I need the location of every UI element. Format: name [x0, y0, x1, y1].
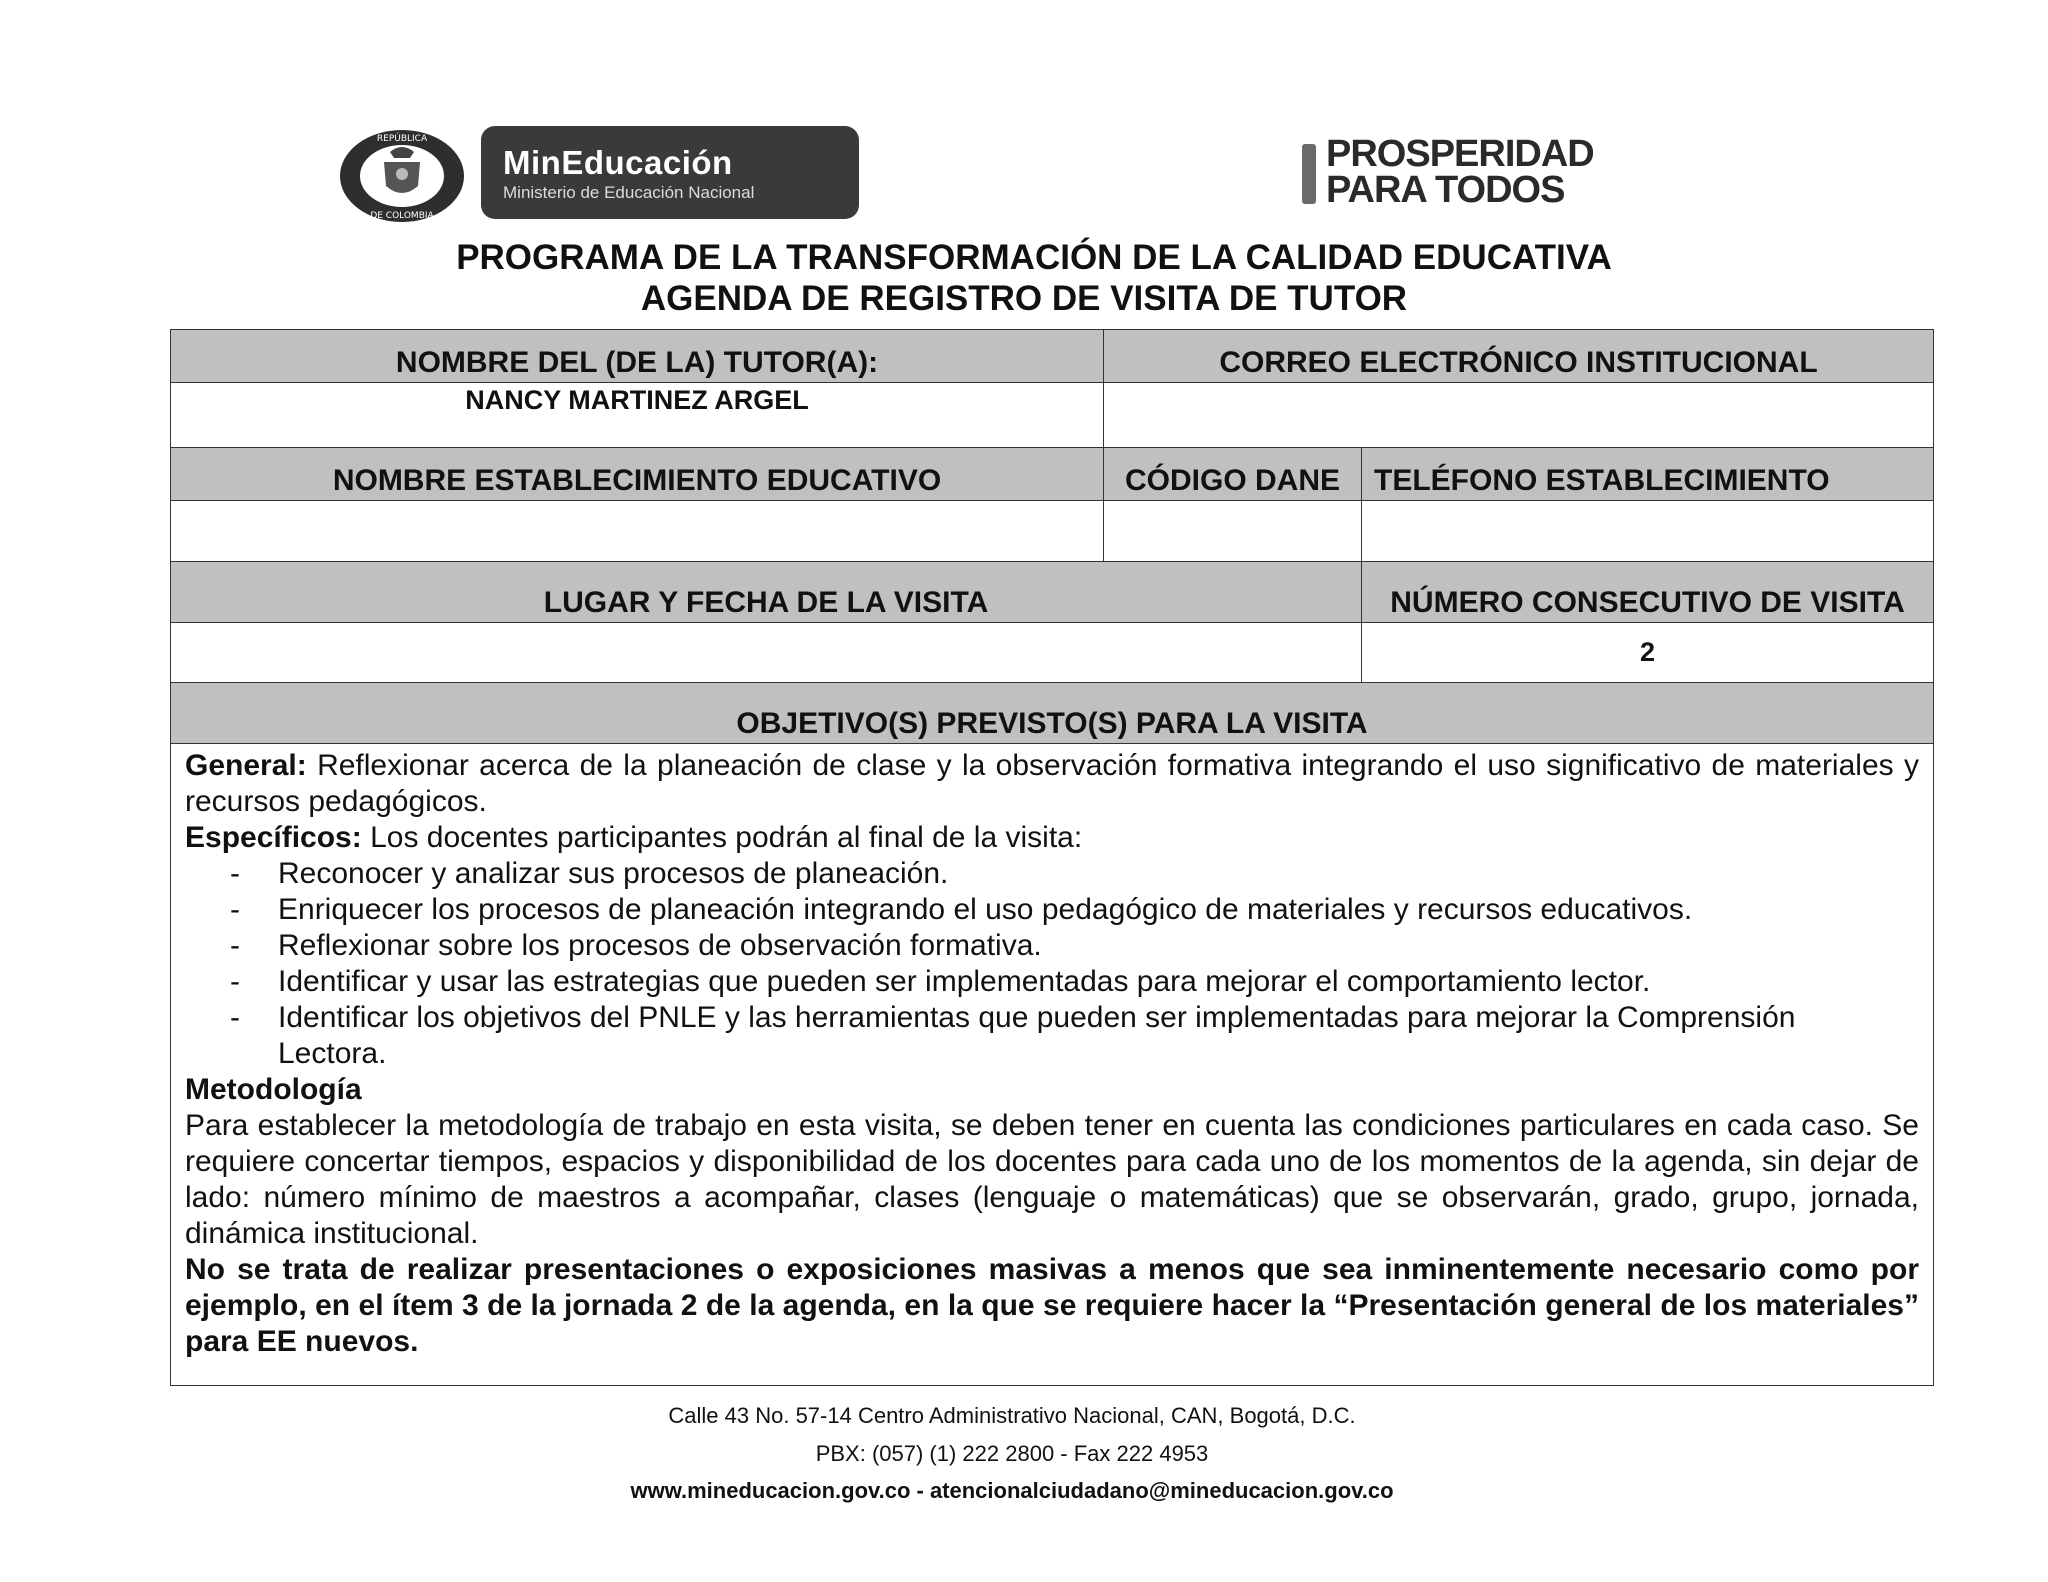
specific-objectives-intro: [185, 820, 1919, 856]
tutor-name-label: NOMBRE DEL (DE LA) TUTOR(A):: [171, 330, 1104, 383]
general-text: Reflexionar acerca de la planeación de clase y la observación formativa integrando el uso significativo de materiales y recursos pedagógicos.: [185, 749, 1919, 818]
seal-text-top: REPÚBLICA: [376, 134, 428, 144]
methodology-text: Para establecer la metodología de trabajo en esta visita, se deben tener en cuenta las condiciones particulares en cada caso. Se requiere concertar tiempos, espacios y disponibilidad de los docentes para cada uno de los momentos de la agenda, sin dejar de lado: número mínimo de maestros a acompañar, clases (lenguaje o matemáticas) que se observarán, grado, grupo, jornada, dinámica institucional.: [185, 1109, 1919, 1250]
general-label: General:: [185, 749, 307, 782]
tutor-name-value: NANCY MARTINEZ ARGEL: [171, 383, 1104, 448]
methodology-label: Metodología: [185, 1073, 362, 1106]
visit-number-label: NÚMERO CONSECUTIVO DE VISITA: [1362, 562, 1933, 623]
email-value: [1104, 383, 1933, 448]
school-name-label: NOMBRE ESTABLECIMIENTO EDUCATIVO: [171, 448, 1104, 501]
mineducacion-subtitle: Ministerio de Educación Nacional: [503, 183, 755, 202]
list-item: - Reflexionar sobre los procesos de observación formativa.: [185, 928, 1919, 964]
school-phone-label: TELÉFONO ESTABLECIMIENTO: [1362, 448, 1933, 501]
mineducacion-name: MinEducación: [503, 144, 733, 181]
place-date-label: LUGAR Y FECHA DE LA VISITA: [171, 562, 1362, 623]
general-objective: [185, 748, 1919, 820]
school-name-value: [171, 501, 1104, 562]
email-label: CORREO ELECTRÓNICO INSTITUCIONAL: [1104, 330, 1933, 383]
colombia-seal-logo: [338, 128, 466, 224]
document-title: PROGRAMA DE LA TRANSFORMACIÓN DE LA CALIDAD EDUCATIVA: [456, 238, 1612, 277]
list-item: - Reconocer y analizar sus procesos de planeación.: [185, 856, 1919, 892]
prosperidad-mark-icon: [1300, 144, 1320, 204]
footer-phone: PBX: (057) (1) 222 2800 - Fax 222 4953: [815, 1441, 1209, 1466]
visit-form-table: [170, 329, 1934, 1386]
list-item: - Enriquecer los procesos de planeación integrando el uso pedagógico de materiales y recursos educativos.: [185, 892, 1919, 928]
prosperidad-logo: [1326, 133, 1594, 211]
footer-web-email: www.mineducacion.gov.co - atencionalciudadano@mineducacion.gov.co: [630, 1478, 1394, 1503]
footer-address: Calle 43 No. 57-14 Centro Administrativo Nacional, CAN, Bogotá, D.C.: [668, 1403, 1356, 1428]
list-item: - Identificar y usar las estrategias que pueden ser implementadas para mejorar el comportamiento lector.: [185, 964, 1919, 1000]
prosperidad-line2: PARA TODOS: [1326, 169, 1565, 211]
dane-code-label: CÓDIGO DANE: [1104, 448, 1362, 501]
mineducacion-logo: [481, 126, 859, 219]
prosperidad-line1: PROSPERIDAD: [1326, 133, 1594, 175]
specific-objectives-list: [185, 856, 1919, 1072]
visit-number-value: 2: [1362, 623, 1933, 683]
list-item: - Identificar los objetivos del PNLE y las herramientas que pueden ser implementadas para mejorar la Comprensión Lectora.: [185, 1000, 1919, 1072]
document-subtitle: AGENDA DE REGISTRO DE VISITA DE TUTOR: [640, 279, 1408, 318]
school-phone-value: [1362, 501, 1933, 562]
objectives-label: OBJETIVO(S) PREVISTO(S) PARA LA VISITA: [171, 683, 1933, 744]
place-date-value: [171, 623, 1362, 683]
specific-intro-text: Los docentes participantes podrán al final de la visita:: [361, 821, 1083, 854]
specific-label: Específicos:: [185, 821, 362, 854]
dane-code-value: [1104, 501, 1362, 562]
methodology-note: No se trata de realizar presentaciones o exposiciones masivas a menos que sea inminentemente necesario como por ejemplo, en el ítem 3 de la jornada 2 de la agenda, en la que se requiere hacer la “Presentación general de los materiales” para EE nuevos.: [185, 1253, 1919, 1358]
seal-text-bottom: DE COLOMBIA: [370, 211, 434, 221]
objectives-body: [171, 744, 1933, 1384]
